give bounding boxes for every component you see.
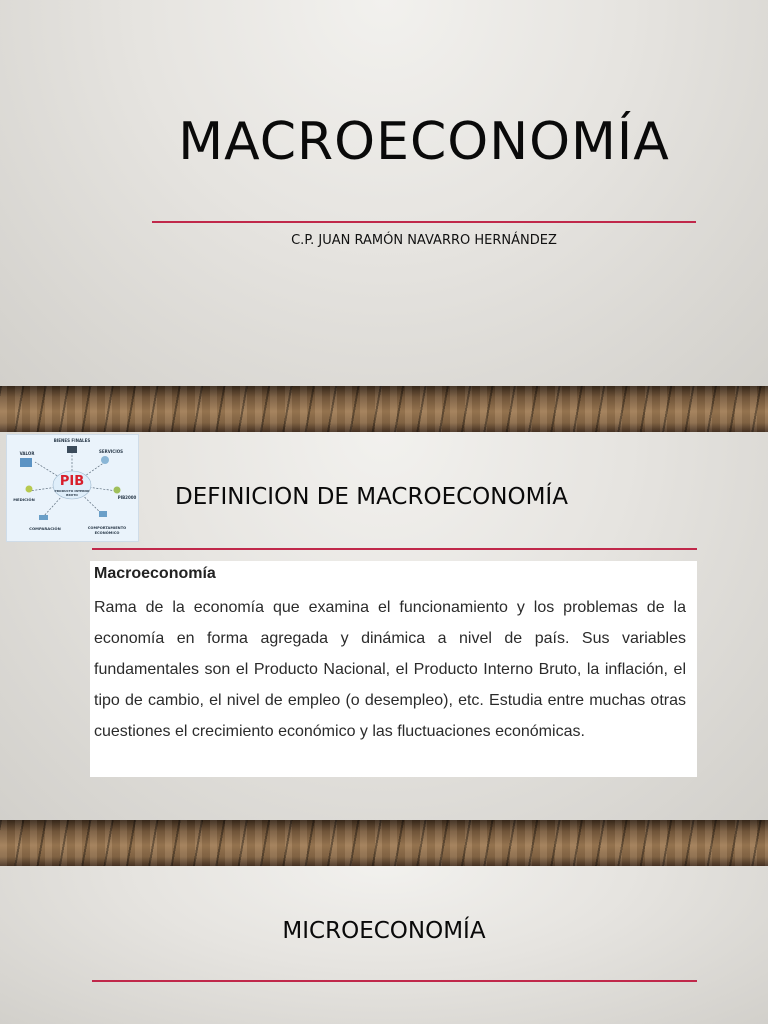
definition-text: Rama de la economía que examina el funcionamiento y los problemas de la economía en forma agregada y dinámica a nivel de país. Sus variables fundamentales son el Producto Nacional, el Producto Interno Bruto, la inflación, el tipo de cambio, el nivel de empleo (o desempleo), etc. Estudia entre muchas otras cuestiones el crecimiento económico y las fluctuaciones económicas. — [94, 599, 686, 740]
slide-title: MACROECONOMÍA — [178, 112, 670, 172]
title-slide — [0, 0, 768, 386]
diagram-label-bottom-left: COMPARACIÓN — [29, 526, 61, 531]
definition-image — [90, 561, 697, 777]
micro-heading: MICROECONOMÍA — [282, 918, 486, 944]
measure-icon — [26, 486, 33, 493]
definition-term: Macroeconomía — [94, 565, 216, 582]
wood-floor-divider — [0, 820, 768, 866]
diagram-center-label: PIB — [59, 474, 85, 489]
wood-floor-divider — [0, 386, 768, 432]
pib-diagram-image — [6, 434, 139, 542]
diagram-label-top-left: VALOR — [19, 451, 35, 456]
pib-diagram — [7, 435, 138, 541]
micro-divider — [92, 980, 697, 982]
coin-icon — [114, 487, 121, 494]
diagram-center-sub2: BRUTO — [66, 493, 78, 497]
cart-icon — [67, 446, 77, 453]
micro-slide — [0, 866, 768, 1024]
diagram-label-bottom-right2: ECONÓMICO — [94, 531, 120, 535]
definition-heading: DEFINICION DE MACROECONOMÍA — [175, 484, 568, 510]
value-icon — [20, 458, 32, 467]
diagram-label-bottom-right1: COMPORTAMIENTO — [87, 526, 127, 530]
diagram-label-right: PIB2000 — [117, 495, 137, 500]
services-icon — [101, 456, 109, 464]
behavior-icon — [99, 511, 107, 517]
diagram-label-top-right: SERVICIOS — [99, 449, 123, 454]
diagram-center-sub1: PRODUCTO INTERNO — [54, 489, 90, 493]
title-divider — [152, 221, 696, 223]
definition-divider — [92, 548, 697, 550]
comparison-icon — [39, 515, 48, 520]
diagram-label-top: BIENES FINALES — [53, 438, 91, 443]
slide-subtitle: C.P. JUAN RAMÓN NAVARRO HERNÁNDEZ — [291, 233, 557, 248]
definition-slide — [0, 432, 768, 820]
diagram-label-left: MEDICIÓN — [13, 497, 35, 502]
